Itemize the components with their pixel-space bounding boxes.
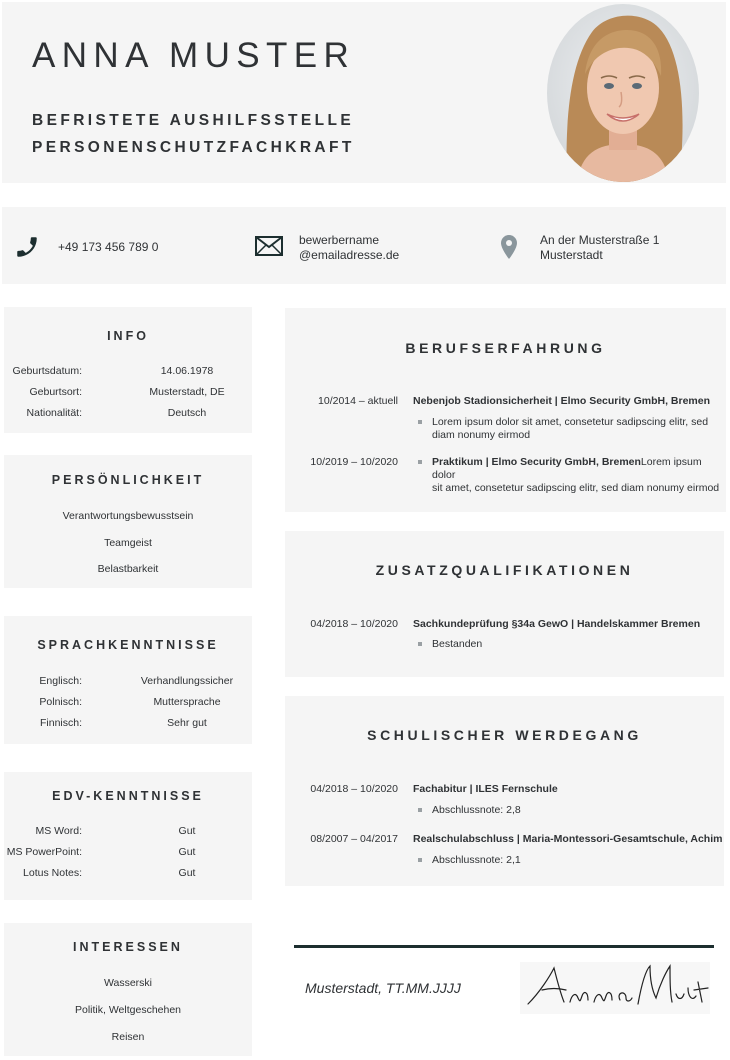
experience-title-entry: Praktikum | Elmo Security GmbH, Bremen [432, 456, 641, 468]
experience-date: 10/2019 – 10/2020 [310, 456, 398, 468]
profile-photo [547, 4, 699, 182]
qualification-title-entry: Sachkundeprüfung §34a GewO | Handelskammer Bremen [413, 618, 701, 630]
experience-bullet-line: Lorem ipsum dolor sit amet, consetetur sadipscing elitr, sed [432, 416, 709, 428]
education-title-entry: Fachabitur | ILES Fernschule [413, 783, 558, 795]
personality-item: Teamgeist [104, 537, 152, 549]
language-label: Polnisch: [39, 696, 82, 708]
info-panel [4, 307, 252, 433]
address-line2: Musterstadt [540, 248, 603, 262]
experience-bullet [432, 456, 726, 495]
handwritten-signature [520, 962, 710, 1014]
experience-inline-text: Lorem ipsum dolor [432, 456, 702, 481]
education-bullet: Abschlussnote: 2,1 [432, 854, 521, 866]
location-pin-icon [501, 235, 517, 264]
mail-icon [255, 236, 283, 261]
email-line1[interactable]: bewerbername [299, 233, 380, 247]
experience-title: BERUFSERFAHRUNG [405, 340, 606, 356]
experience-bullet [432, 416, 708, 442]
info-title: INFO [107, 329, 149, 343]
it-skill-level: Gut [178, 825, 196, 837]
experience-title-entry: Nebenjob Stadionsicherheit | Elmo Security GmbH, Bremen [413, 395, 710, 407]
info-value: 14.06.1978 [160, 365, 214, 377]
languages-title: SPRACHKENNTNISSE [37, 638, 219, 652]
qualifications-title: ZUSATZQUALIFIKATIONEN [375, 562, 634, 578]
qualifications-panel [285, 531, 724, 677]
interest-item: Wasserski [103, 977, 153, 989]
it-skill-label: MS Word: [35, 825, 82, 837]
job-title-line1: BEFRISTETE AUSHILFSSTELLE [32, 112, 355, 129]
phone-number[interactable]: +49 173 456 789 0 [58, 240, 159, 254]
info-label: Geburtsort: [29, 386, 82, 398]
place-date: Musterstadt, TT.MM.JJJJ [305, 980, 461, 996]
language-label: Englisch: [39, 675, 82, 687]
address-line1: An der Musterstraße 1 [540, 233, 660, 247]
it-skill-level: Gut [178, 867, 196, 879]
qualification-bullet: Bestanden [432, 638, 483, 650]
info-label: Geburtsdatum: [12, 365, 82, 377]
experience-bullet-line: sit amet, consetetur sadipscing elitr, sed diam nonumy eirmod [432, 482, 720, 494]
it-skill-label: Lotus Notes: [23, 867, 82, 879]
signature-divider [294, 945, 714, 948]
personality-title: PERSÖNLICHKEIT [51, 473, 205, 487]
experience-date: 10/2014 – aktuell [318, 395, 398, 407]
email-line2[interactable]: @emailadresse.de [299, 248, 400, 262]
personality-panel [4, 455, 252, 588]
it-skills-title: EDV-KENNTNISSE [52, 789, 204, 803]
education-date: 08/2007 – 04/2017 [310, 833, 398, 845]
language-label: Finnisch: [39, 717, 82, 729]
info-value: Deutsch [167, 407, 207, 419]
phone-icon [14, 234, 40, 265]
interests-panel [4, 923, 252, 1056]
experience-panel [285, 308, 726, 512]
it-skill-level: Gut [178, 846, 196, 858]
info-value: Musterstadt, DE [149, 386, 225, 398]
interest-item: Reisen [111, 1031, 145, 1043]
education-bullet: Abschlussnote: 2,8 [432, 804, 521, 816]
personality-item: Belastbarkeit [97, 563, 159, 575]
languages-panel [4, 616, 252, 744]
language-level: Muttersprache [153, 696, 221, 708]
education-panel [285, 696, 724, 886]
language-level: Sehr gut [167, 717, 207, 729]
it-skill-label: MS PowerPoint: [6, 846, 82, 858]
education-title-entry: Realschulabschluss | Maria-Montessori-Gesamtschule, Achim [413, 833, 723, 845]
job-title-line2: PERSONENSCHUTZFACHKRAFT [32, 139, 355, 156]
interest-item: Politik, Weltgeschehen [74, 1004, 182, 1016]
applicant-name: ANNA MUSTER [32, 36, 356, 75]
education-title: SCHULISCHER WERDEGANG [367, 727, 642, 743]
education-date: 04/2018 – 10/2020 [310, 783, 398, 795]
experience-bullet-line: diam nonumy eirmod [432, 429, 531, 441]
interests-title: INTERESSEN [73, 940, 183, 954]
info-label: Nationalität: [26, 407, 82, 419]
personality-item: Verantwortungsbewusstsein [62, 510, 194, 522]
qualification-date: 04/2018 – 10/2020 [310, 618, 398, 630]
it-skills-panel [4, 772, 252, 900]
language-level: Verhandlungssicher [140, 675, 234, 687]
